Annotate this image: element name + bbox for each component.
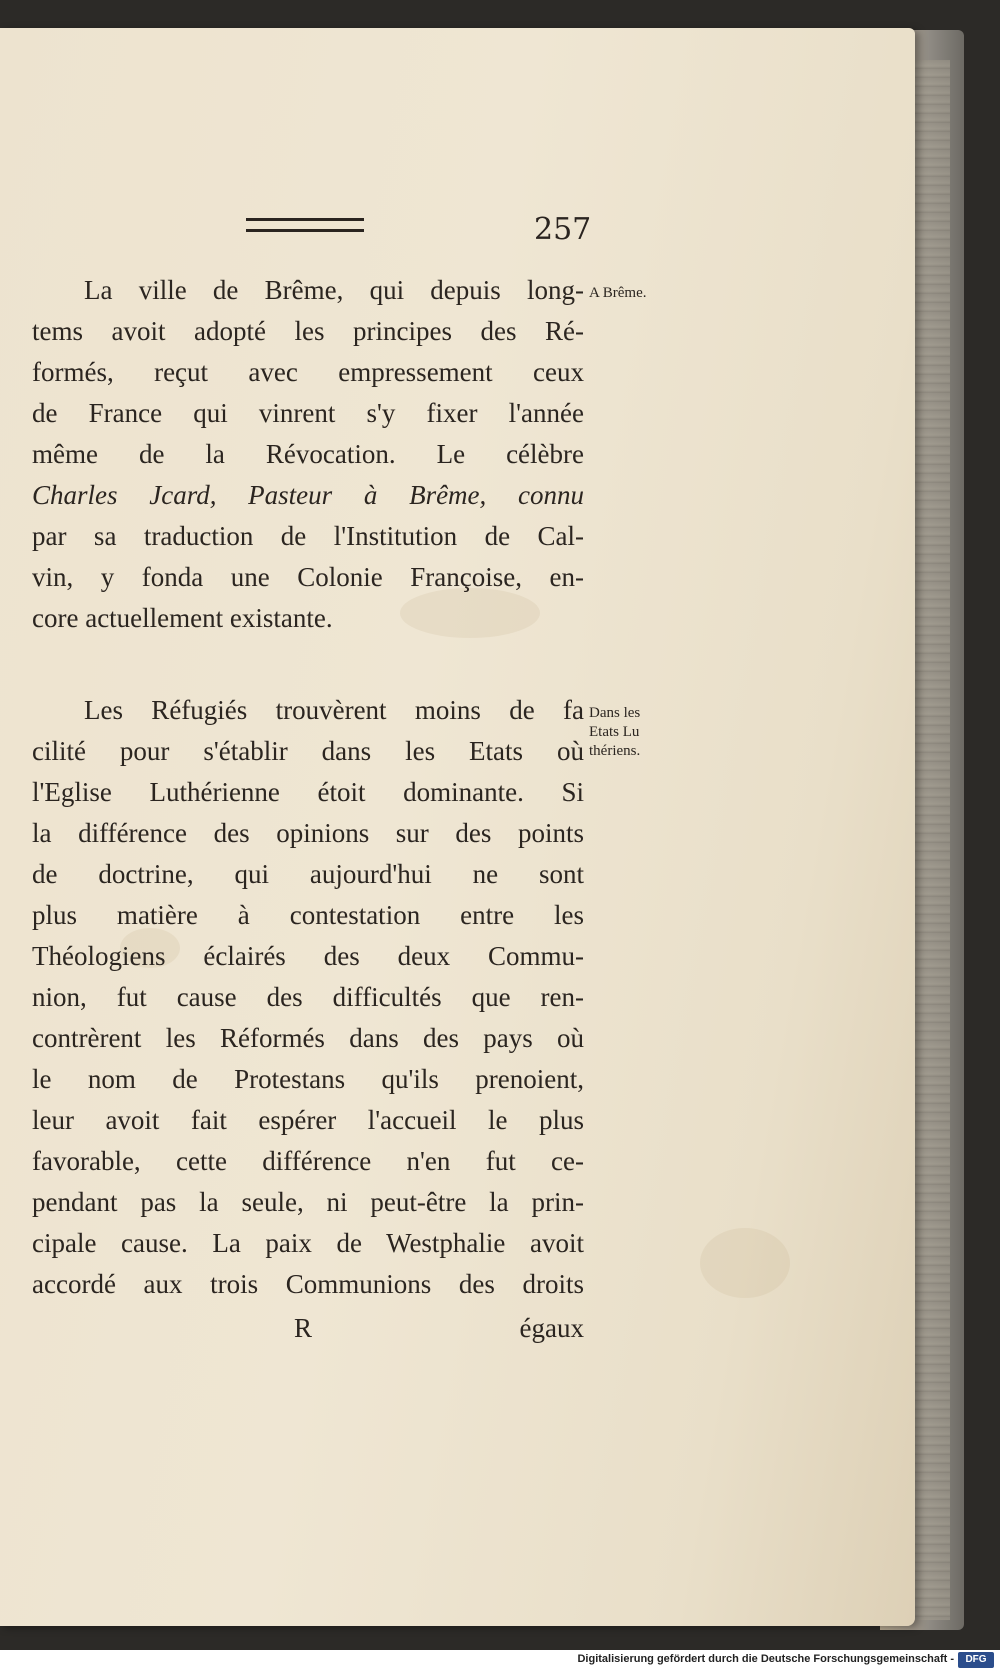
text-line: Les Réfugiés trouvèrent moins de fa — [84, 695, 584, 725]
text-line: Théologiens éclairés des deux Commu- — [32, 941, 584, 971]
signature-mark: R — [294, 1313, 313, 1343]
page-foot — [32, 1313, 584, 1353]
paper-stain — [700, 1228, 790, 1298]
margin-note-line: Etats Lu — [589, 724, 640, 740]
text-line: nion, fut cause des difficultés que ren- — [32, 982, 584, 1012]
text-line: Charles Jcard, Pasteur à Brême, connu — [32, 480, 584, 510]
margin-note-line: A Brême. — [589, 285, 647, 301]
text-line: contrèrent les Réformés dans des pays où — [32, 1023, 584, 1053]
margin-note-lutheran-states — [589, 704, 679, 761]
text-line: tems avoit adopté les principes des Ré- — [32, 316, 584, 346]
header-rule — [246, 218, 364, 232]
text-line: la différence des opinions sur des points — [32, 818, 584, 848]
text-line: même de la Révocation. Le célèbre — [32, 439, 584, 469]
text-line: pendant pas la seule, ni peut-être la prin- — [32, 1187, 584, 1217]
text-line: plus matière à contestation entre les — [32, 900, 584, 930]
text-line: vin, y fonda une Colonie Françoise, en- — [32, 562, 584, 592]
page-number: 257 — [534, 212, 592, 247]
dfg-logo: DFG — [958, 1652, 994, 1668]
funding-credit: Digitalisierung gefördert durch die Deutsche Forschungsgemeinschaft - — [577, 1653, 954, 1665]
paragraph-bremen — [32, 270, 584, 639]
text-line: La ville de Brême, qui depuis long- — [84, 275, 584, 305]
text-line: accordé aux trois Communions des droits — [32, 1269, 584, 1299]
paragraph-lutheran-states — [32, 690, 584, 1305]
text-line: formés, reçut avec empressement ceux — [32, 357, 584, 387]
text-line: cilité pour s'établir dans les Etats où — [32, 736, 584, 766]
margin-note-line: thériens. — [589, 743, 641, 759]
text-line: cipale cause. La paix de Westphalie avoit — [32, 1228, 584, 1258]
catchword: égaux — [519, 1313, 584, 1343]
text-line: l'Eglise Luthérienne étoit dominante. Si — [32, 777, 584, 807]
digitization-footer — [0, 1650, 1000, 1672]
margin-note-line: Dans les — [589, 705, 641, 721]
text-line: leur avoit fait espérer l'accueil le plus — [32, 1105, 584, 1135]
text-line: core actuellement existante. — [32, 603, 333, 633]
text-line: par sa traduction de l'Institution de Cal- — [32, 521, 584, 551]
margin-note-bremen — [589, 284, 679, 303]
text-line: de doctrine, qui aujourd'hui ne sont — [32, 859, 584, 889]
text-line: de France qui vinrent s'y fixer l'année — [32, 398, 584, 428]
text-line: favorable, cette différence n'en fut ce- — [32, 1146, 584, 1176]
text-line: le nom de Protestans qu'ils prenoient, — [32, 1064, 584, 1094]
